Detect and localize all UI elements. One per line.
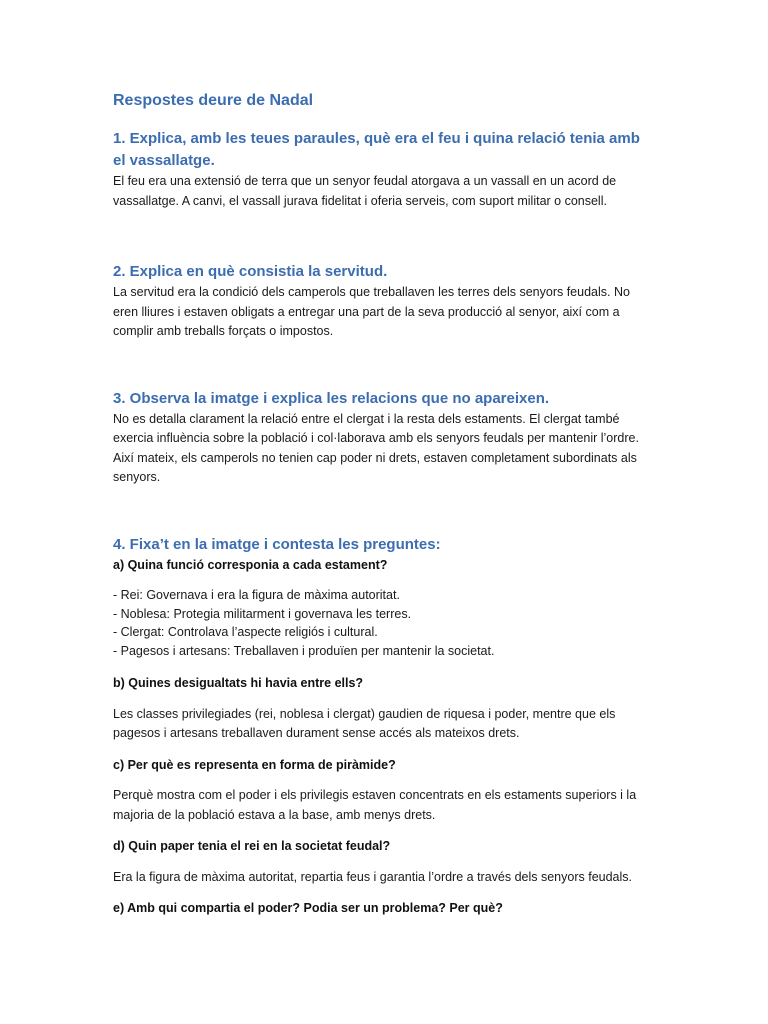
list-item: - Pagesos i artesans: Treballaven i produïen per mantenir la societat. [113, 643, 495, 658]
question-4c: c) Per què es representa en forma de piràmide? [113, 757, 396, 772]
question-1-heading: 1. Explica, amb les teues paraules, què era el feu i quina relació tenia amb el vassallatge. [113, 130, 640, 169]
list-item: - Clergat: Controlava l’aspecte religiós i cultural. [113, 625, 378, 639]
question-4b-answer: Les classes privilegiades (rei, noblesa i clergat) gaudien de riquesa i poder, mentre que els pagesos i artesans treballaven durament sense accés als mateixos drets. [113, 706, 616, 740]
document-title: Respostes deure de Nadal [113, 92, 314, 109]
question-4e: e) Amb qui compartia el poder? Podia ser un problema? Per què? [113, 901, 503, 915]
question-1-answer: El feu era una extensió de terra que un senyor feudal atorgava a un vassall en un acord de vassallatge. A canvi, el vassall jurava fidelitat i oferia serveis, com suport militar o consell. [113, 174, 617, 208]
question-3-answer: No es detalla clarament la relació entre el clergat i la resta dels estaments. El clergat també exercia influència sobre la població i col·laborava amb els senyors feudals per mantenir l’ordre. Així mateix, els camperols no tenien cap poder ni drets, estaven completament subordinats als senyors. [113, 411, 639, 484]
document-page [113, 90, 653, 919]
list-item: - Noblesa: Protegia militarment i governava les terres. [113, 606, 412, 621]
question-4a: a) Quina funció corresponia a cada estament? [113, 557, 388, 572]
question-4c-answer: Perquè mostra com el poder i els privilegis estaven concentrats en els estaments superiors i la majoria de la població estava a la base, amb menys drets. [113, 788, 637, 822]
question-2-answer: La servitud era la condició dels camperols que treballaven les terres dels senyors feudals. No eren lliures i estaven obligats a entregar una part de la seva producció al senyor, així com a complir amb treballs forçats o impostos. [113, 285, 630, 338]
question-4d-answer: Era la figura de màxima autoritat, repartia feus i garantia l’ordre a través dels senyors feudals. [113, 869, 633, 884]
question-4d: d) Quin paper tenia el rei en la societat feudal? [113, 839, 391, 853]
question-2-heading: 2. Explica en què consistia la servitud. [113, 263, 388, 280]
question-4a-list [113, 586, 653, 660]
question-3-heading: 3. Observa la imatge i explica les relacions que no apareixen. [113, 389, 550, 407]
question-4b: b) Quines desigualtats hi havia entre ells? [113, 676, 364, 690]
list-item: - Rei: Governava i era la figura de màxima autoritat. [113, 588, 400, 602]
question-4-heading: 4. Fixa’t en la imatge i contesta les preguntes: [113, 535, 441, 553]
